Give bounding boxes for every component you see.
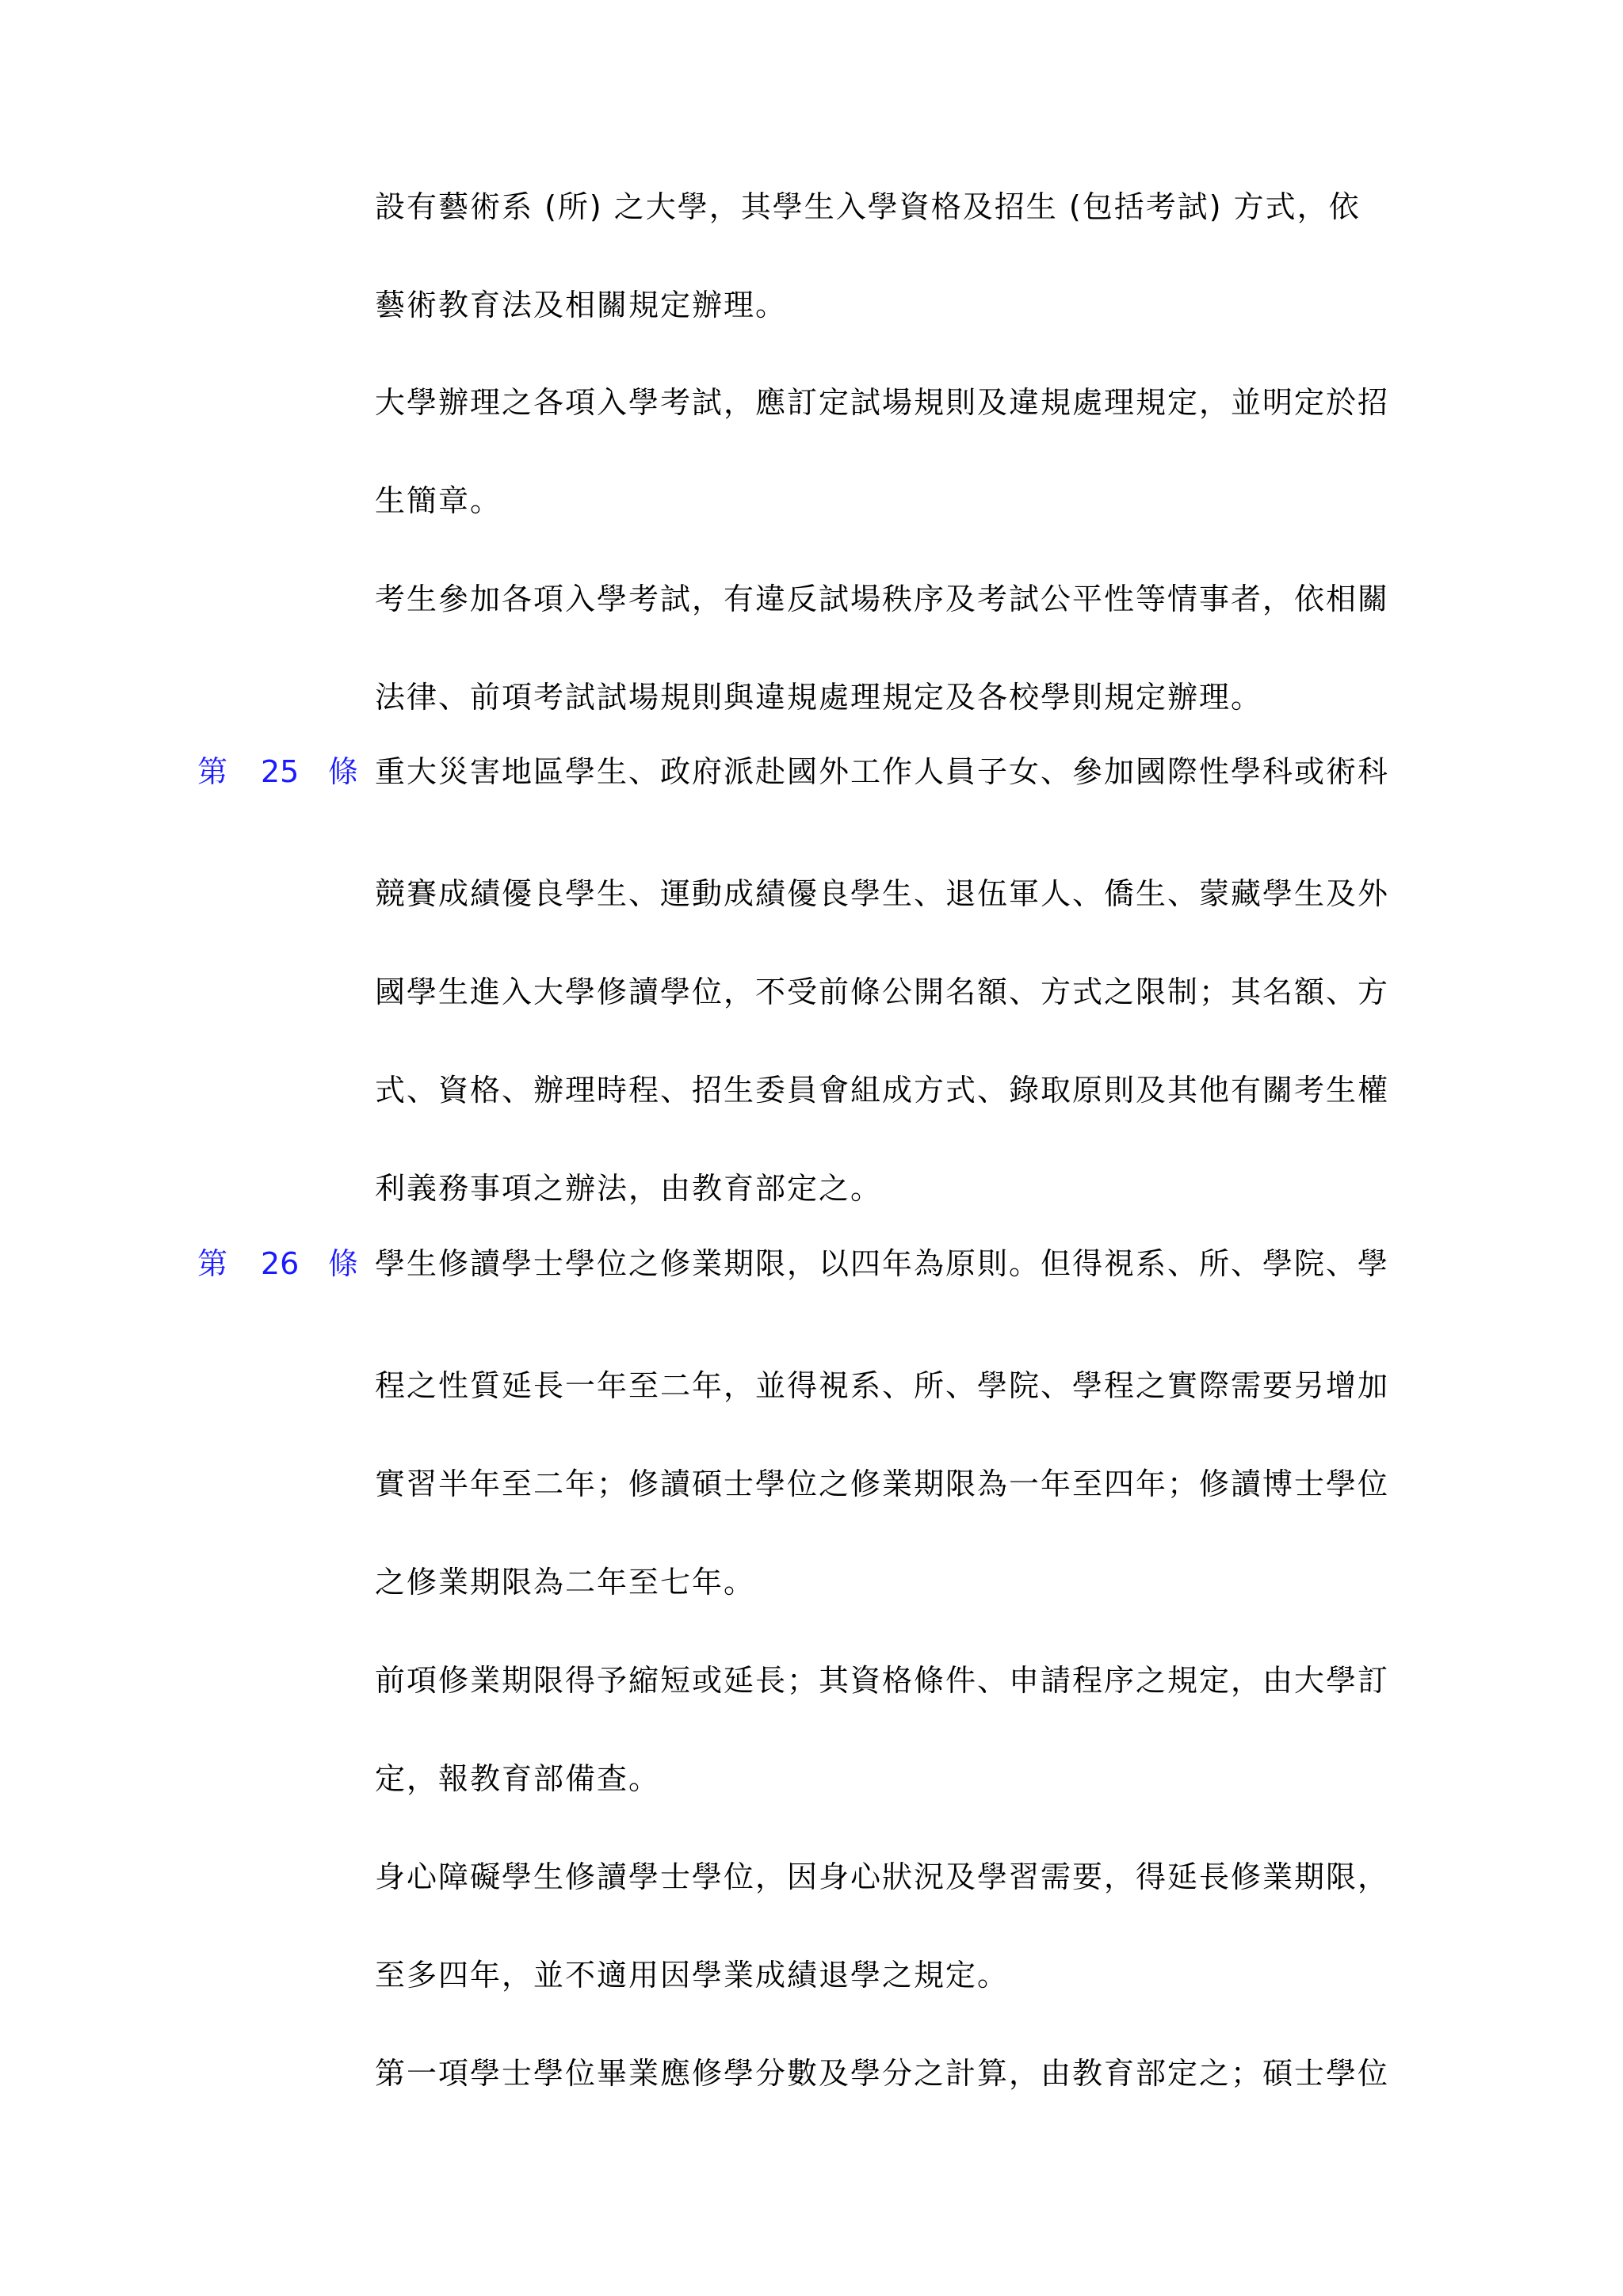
article-25-line: 利義務事項之辦法，由教育部定之。 bbox=[375, 1171, 883, 1206]
paragraph-line: 大學辦理之各項入學考試，應訂定試場規則及違規處理規定，並明定於招 bbox=[375, 385, 1390, 420]
article-26-line: 實習半年至二年；修讀碩士學位之修業期限為一年至四年；修讀博士學位 bbox=[375, 1466, 1390, 1501]
article-prefix: 第 bbox=[197, 754, 228, 789]
article-26-line: 之修業期限為二年至七年。 bbox=[375, 1565, 756, 1600]
article-26-line: 前項修業期限得予縮短或延長；其資格條件、申請程序之規定，由大學訂 bbox=[375, 1663, 1390, 1698]
article-25-line: 競賽成績優良學生、運動成績優良學生、退伍軍人、僑生、蒙藏學生及外 bbox=[375, 876, 1390, 911]
article-number: 26 bbox=[261, 1246, 300, 1281]
article-26-line: 程之性質延長一年至二年，並得視系、所、學院、學程之實際需要另增加 bbox=[375, 1368, 1390, 1403]
article-26-link[interactable] bbox=[197, 1245, 368, 1282]
paragraph-line: 生簡章。 bbox=[375, 483, 502, 518]
paragraph-line: 法律、前項考試試場規則與違規處理規定及各校學則規定辦理。 bbox=[375, 680, 1263, 715]
article-number: 25 bbox=[261, 754, 300, 789]
article-suffix: 條 bbox=[328, 754, 359, 789]
article-26-line: 身心障礙學生修讀學士學位，因身心狀況及學習需要，得延長修業期限， bbox=[375, 1859, 1390, 1894]
article-25-link[interactable] bbox=[197, 753, 368, 790]
paragraph-line: 考生參加各項入學考試，有違反試場秩序及考試公平性等情事者，依相關 bbox=[375, 582, 1390, 616]
paragraph-line: 藝術教育法及相關規定辦理。 bbox=[375, 288, 788, 322]
article-suffix: 條 bbox=[328, 1246, 359, 1281]
article-26-line: 第一項學士學位畢業應修學分數及學分之計算，由教育部定之；碩士學位 bbox=[375, 2056, 1390, 2091]
article-prefix: 第 bbox=[197, 1246, 228, 1281]
article-26-line: 至多四年，並不適用因學業成績退學之規定。 bbox=[375, 1958, 1010, 1993]
article-25-line: 式、資格、辦理時程、招生委員會組成方式、錄取原則及其他有關考生權 bbox=[375, 1073, 1390, 1108]
article-25-line: 國學生進入大學修讀學位，不受前條公開名額、方式之限制；其名額、方 bbox=[375, 974, 1390, 1009]
article-26-line: 定，報教育部備查。 bbox=[375, 1761, 661, 1796]
article-25-line: 重大災害地區學生、政府派赴國外工作人員子女、參加國際性學科或術科 bbox=[375, 754, 1390, 789]
paragraph-line: 設有藝術系 (所) 之大學，其學生入學資格及招生 (包括考試) 方式，依 bbox=[375, 189, 1361, 224]
article-26-line: 學生修讀學士學位之修業期限，以四年為原則。但得視系、所、學院、學 bbox=[375, 1246, 1390, 1281]
